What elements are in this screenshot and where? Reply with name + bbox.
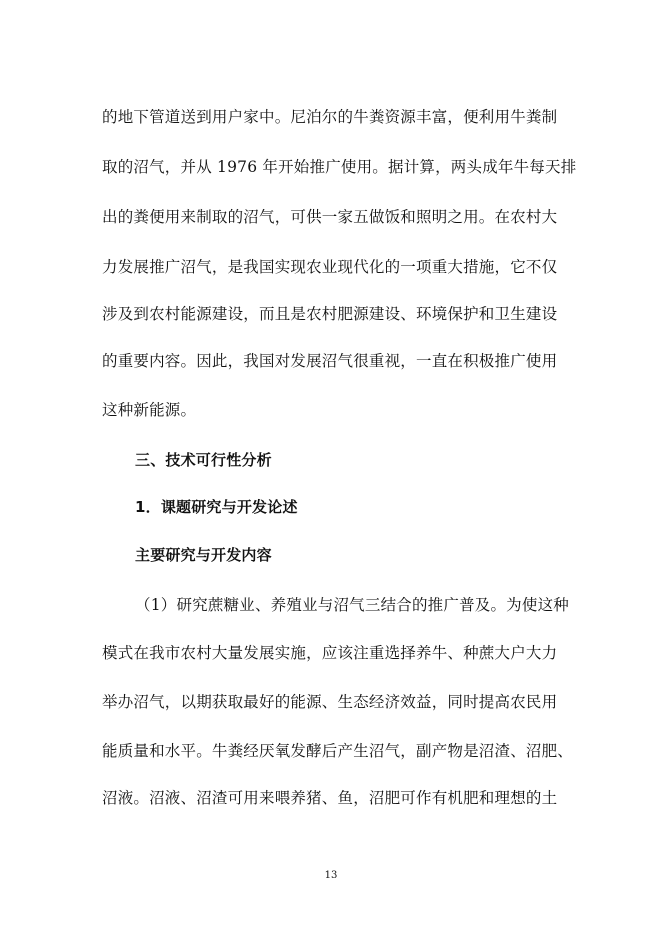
section-heading: 三、技术可行性分析 bbox=[135, 451, 272, 469]
paragraph-1-line-1: 的地下管道送到用户家中。尼泊尔的牛粪资源丰富，便利用牛粪制 bbox=[102, 108, 558, 126]
paragraph-1-line-2: 取的沼气，并从 1976 年开始推广使用。据计算，两头成年牛每天排 bbox=[102, 158, 577, 176]
paragraph-1-line-6: 的重要内容。因此，我国对发展沼气很重视，一直在积极推广使用 bbox=[102, 352, 558, 370]
page-number: 13 bbox=[324, 870, 338, 881]
paragraph-2-line-2: 模式在我市农村大量发展实施，应该注重选择养牛、种蔗大户大力 bbox=[102, 644, 558, 662]
paragraph-2-line-3: 举办沼气，以期获取最好的能源、生态经济效益，同时提高农民用 bbox=[102, 693, 558, 711]
sub-heading: 主要研究与开发内容 bbox=[135, 546, 272, 564]
paragraph-2-line-5: 沼液。沼液、沼渣可用来喂养猪、鱼，沼肥可作有机肥和理想的土 bbox=[102, 789, 558, 807]
paragraph-2-line-4: 能质量和水平。牛粪经厌氧发酵后产生沼气，副产物是沼渣、沼肥、 bbox=[102, 742, 574, 760]
paragraph-1-line-5: 涉及到农村能源建设，而且是农村肥源建设、环境保护和卫生建设 bbox=[102, 305, 558, 323]
paragraph-1-line-4: 力发展推广沼气，是我国实现农业现代化的一项重大措施，它不仅 bbox=[102, 258, 558, 276]
subsection-heading: 1．课题研究与开发论述 bbox=[135, 498, 298, 516]
paragraph-1-line-3: 出的粪便用来制取的沼气，可供一家五做饭和照明之用。在农村大 bbox=[102, 208, 558, 226]
paragraph-1-line-7: 这种新能源。 bbox=[102, 401, 197, 419]
paragraph-2-line-1: （1）研究蔗糖业、养殖业与沼气三结合的推广普及。为使这种 bbox=[135, 596, 569, 614]
